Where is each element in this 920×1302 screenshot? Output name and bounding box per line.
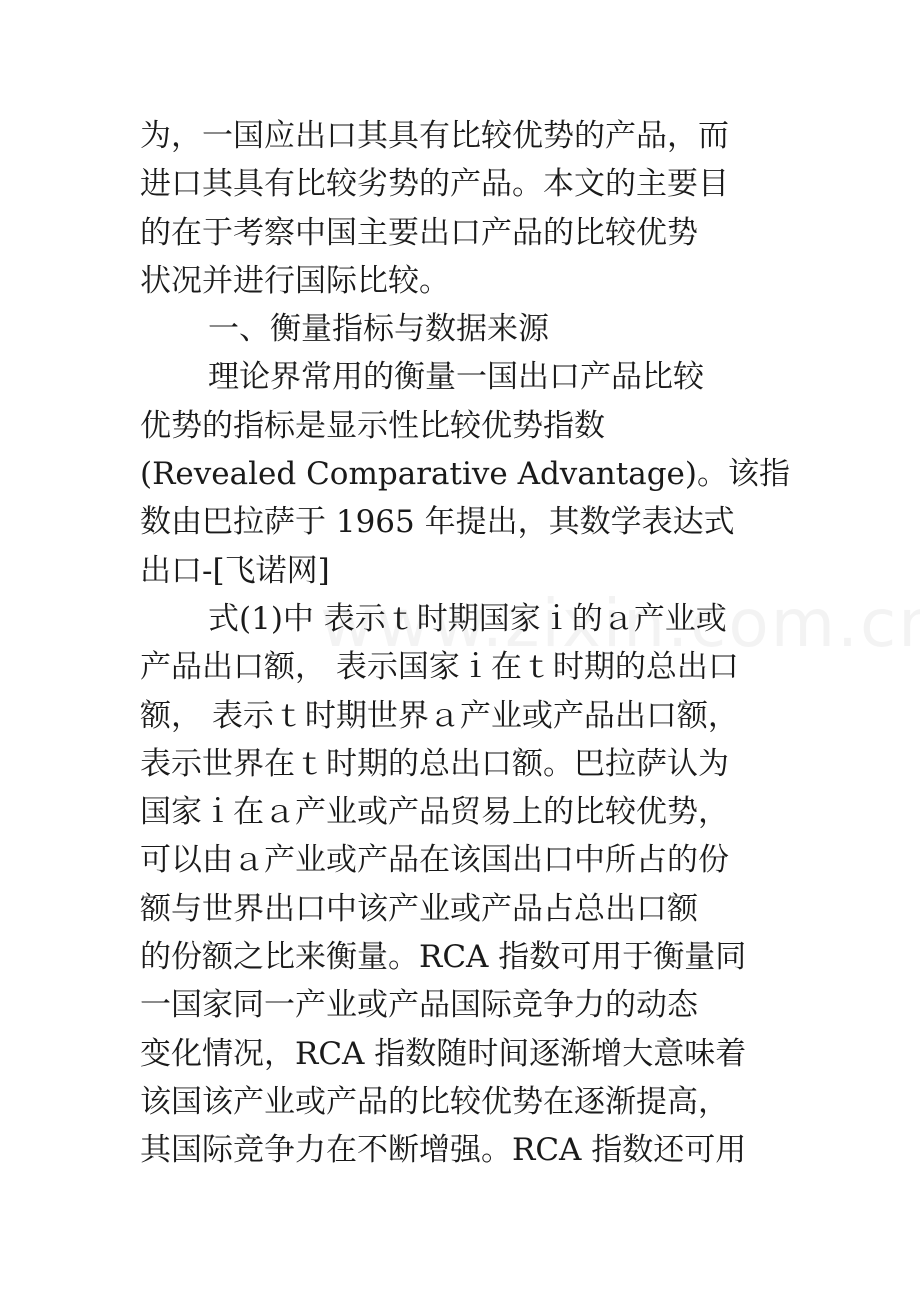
text-line: 国家ｉ在ａ产业或产品贸易上的比较优势，: [140, 794, 729, 831]
text-line: 变化情况，RCA 指数随时间逐渐增大意味着: [140, 1035, 747, 1072]
text-line: 的份额之比来衡量。RCA 指数可用于衡量同: [140, 939, 747, 976]
text-line: 进口其具有比较劣势的产品。本文的主要目: [140, 166, 729, 203]
text-line: 可以由ａ产业或产品在该国出口中所占的份: [140, 842, 729, 879]
text-line: 额与世界出口中该产业或产品占总出口额: [140, 890, 698, 927]
text-line: 表示世界在ｔ时期的总出口额。巴拉萨认为: [140, 745, 729, 782]
text-line: 数由巴拉萨于 1965 年提出，其数学表达式: [140, 504, 735, 541]
text-line: 额， 表示ｔ时期世界ａ产业或产品出口额，: [140, 697, 739, 734]
text-line: 理论界常用的衡量一国出口产品比较: [208, 359, 704, 396]
text-line: 优势的指标是显示性比较优势指数: [140, 407, 605, 444]
body-text: [140, 112, 800, 1175]
text-line: 该国该产业或产品的比较优势在逐渐提高，: [140, 1083, 729, 1120]
text-line: 其国际竞争力在不断增强。RCA 指数还可用: [140, 1132, 747, 1169]
text-line: 式(1)中 表示ｔ时期国家ｉ的ａ产业或: [208, 600, 727, 637]
text-line: 一国家同一产业或产品国际竞争力的动态: [140, 987, 698, 1024]
text-line: 状况并进行国际比较。: [140, 262, 450, 299]
text-line: 出口-[飞诺网]: [140, 552, 330, 589]
text-line: 的在于考察中国主要出口产品的比较优势: [140, 214, 698, 251]
text-line: 产品出口额， 表示国家ｉ在ｔ时期的总出口: [140, 649, 739, 686]
text-line: (Revealed Comparative Advantage)。该指: [140, 456, 790, 493]
text-line: 为，一国应出口其具有比较优势的产品，而: [140, 118, 729, 154]
section-heading: 一、衡量指标与数据来源: [208, 311, 549, 348]
